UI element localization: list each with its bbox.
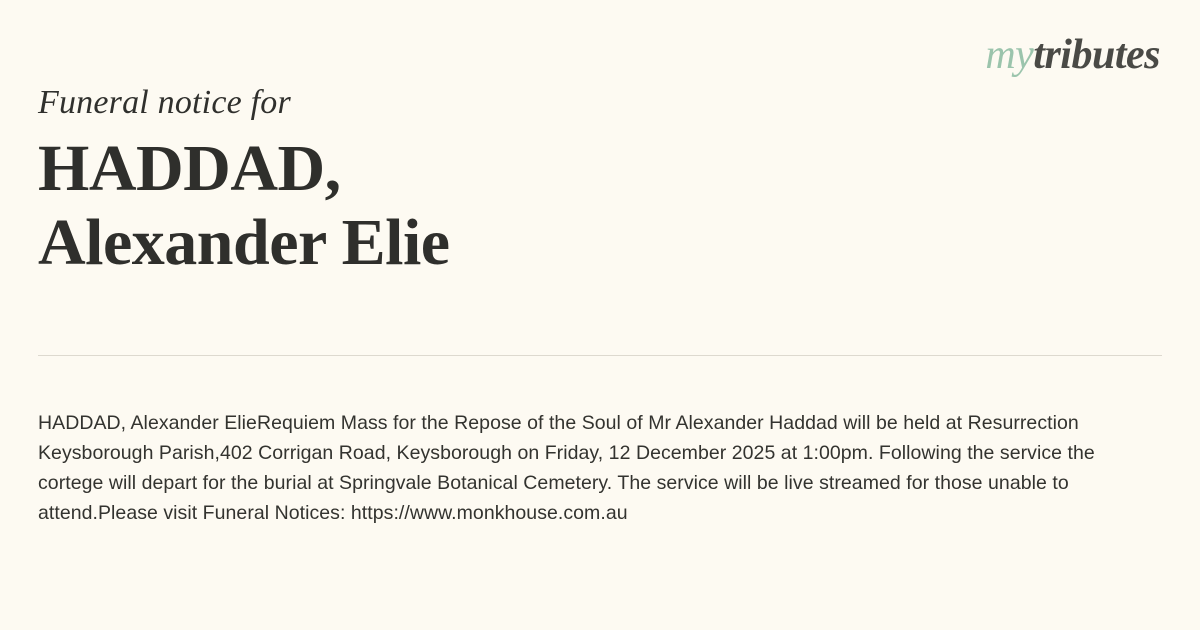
deceased-given-names: Alexander Elie: [38, 205, 450, 279]
deceased-surname: HADDAD,: [38, 132, 341, 205]
notice-body: HADDAD, Alexander ElieRequiem Mass for the Repose of the Soul of Mr Alexander Haddad will be held at Resurrection Keysborough Parish,402 Corrigan Road, Keysborough on Friday, 12 December 2025 at 1:00pm. Following the service the cortege will depart for the burial at Springvale Botanical Cemetery. The service will be live streamed for those unable to attend.Please visit Funeral Notices: https://www.monkhouse.com.au: [38, 411, 1095, 524]
section-divider: [38, 355, 1162, 356]
notice-header: [38, 84, 1162, 280]
site-logo[interactable]: [985, 34, 1160, 76]
logo-text-tributes: tributes: [1033, 32, 1160, 78]
page-title: [38, 132, 1162, 280]
logo-text-my: my: [985, 32, 1034, 78]
notice-eyebrow: Funeral notice for: [38, 84, 291, 121]
